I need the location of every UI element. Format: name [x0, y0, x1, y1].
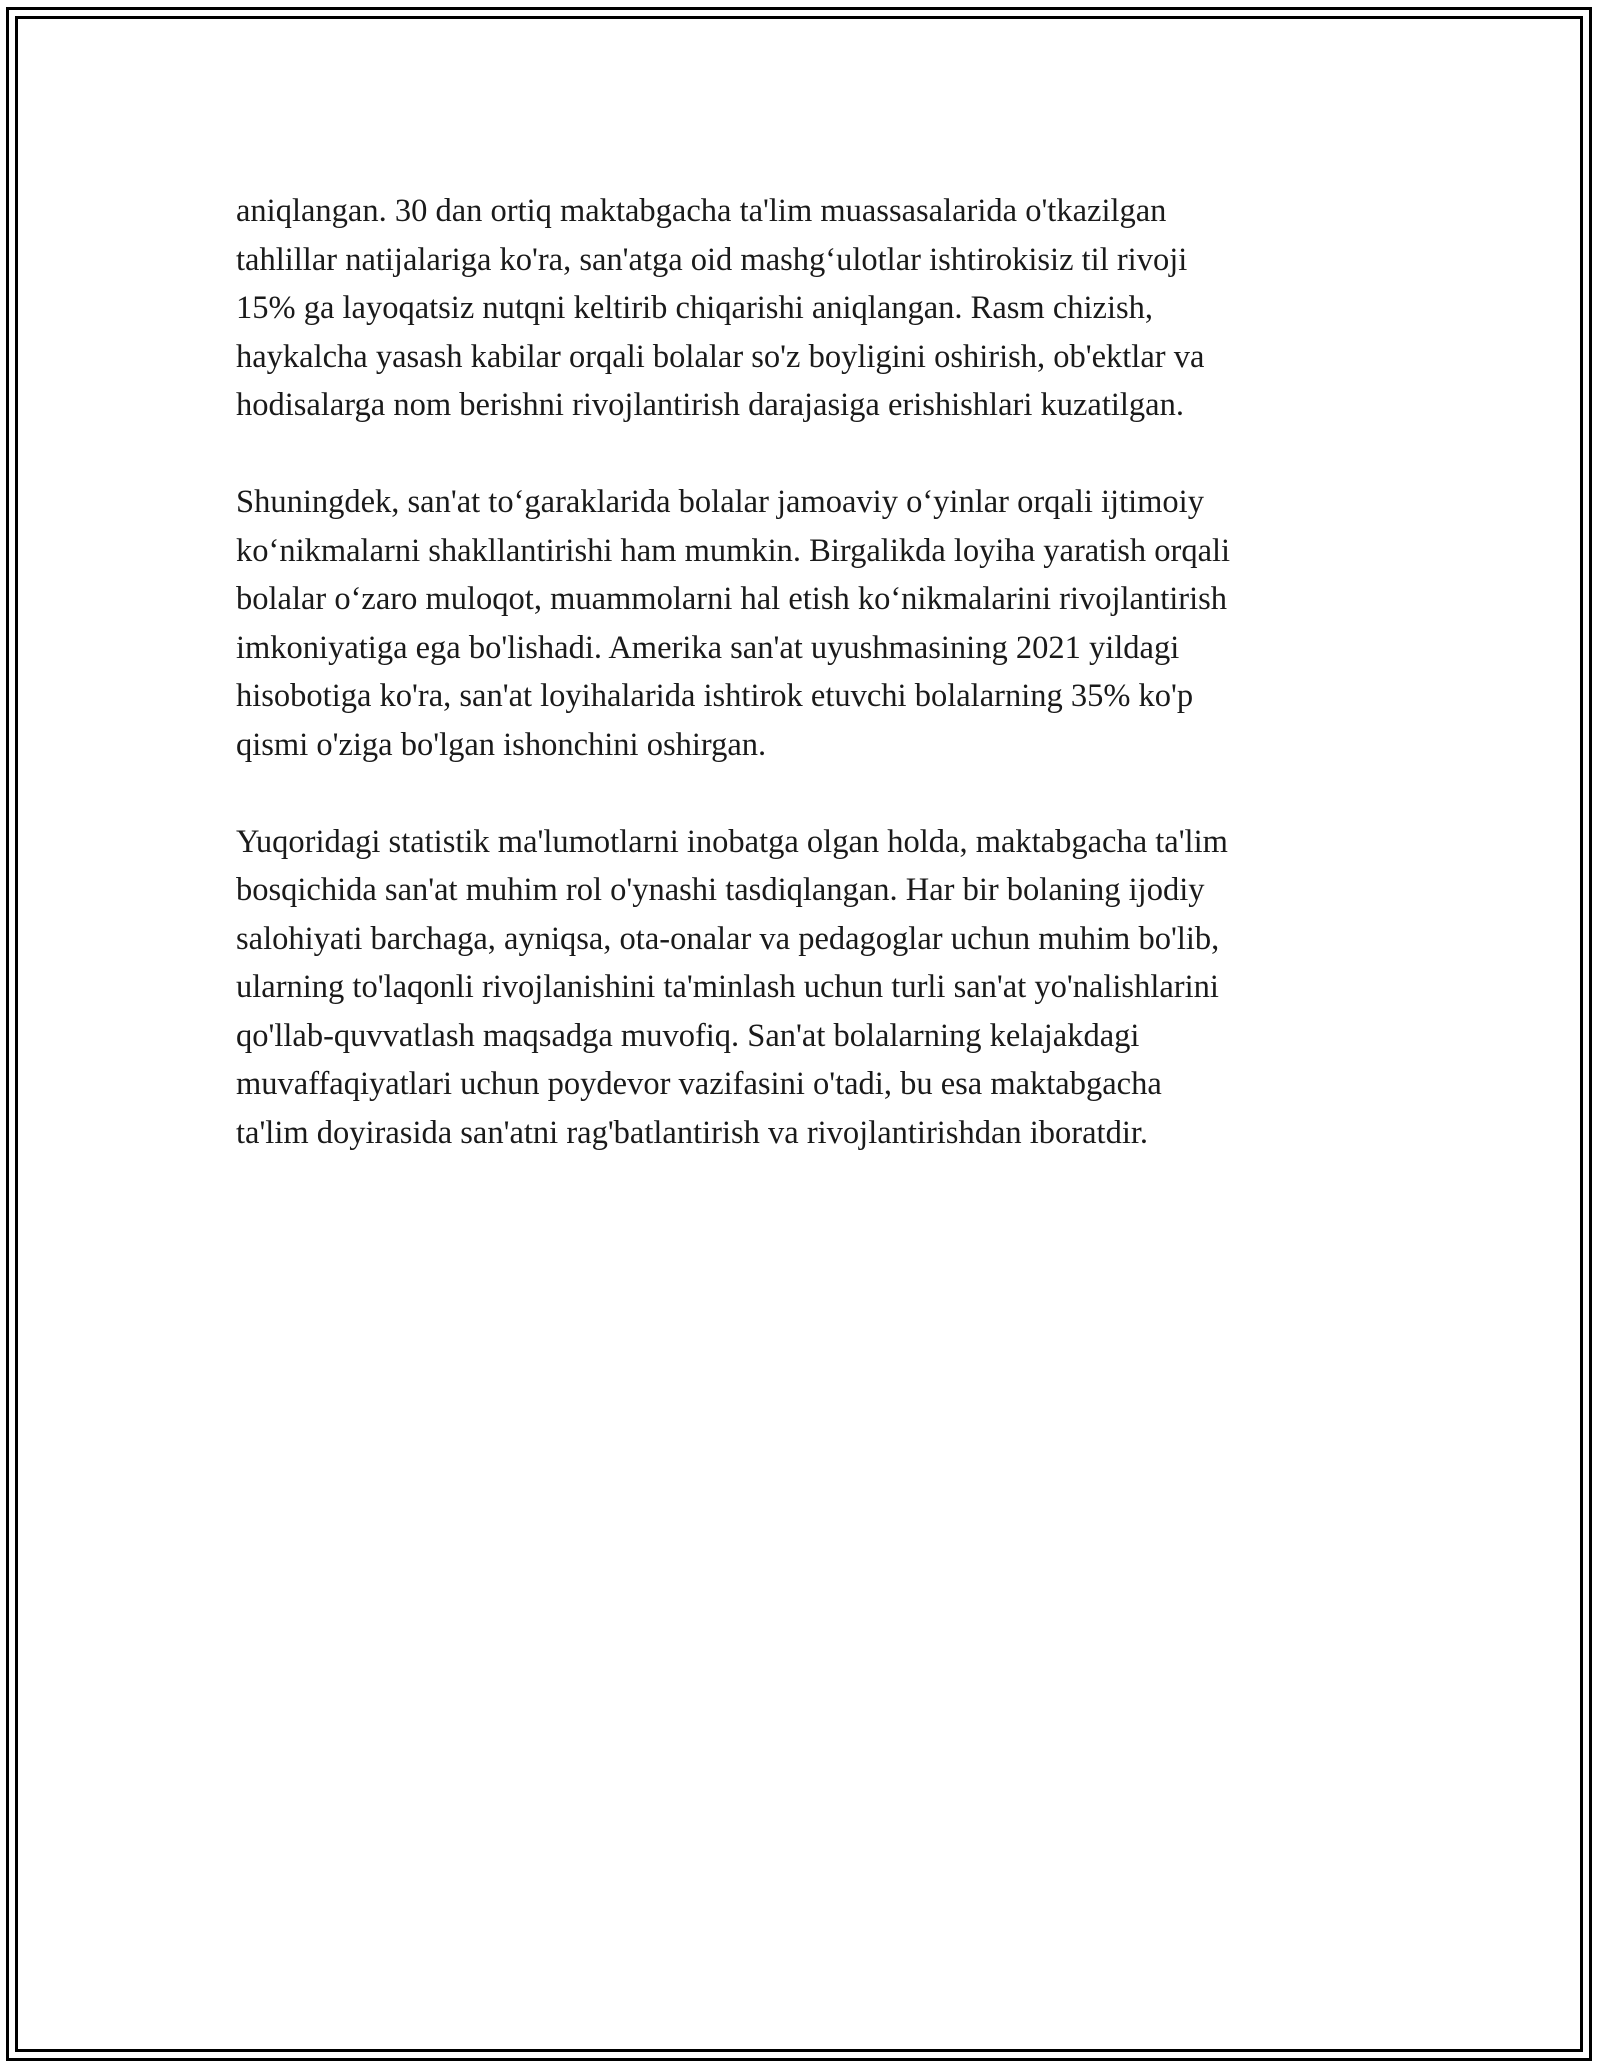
text-line: qo'llab-quvvatlash maqsadga muvofiq. San'at bolalarning kelajakdagi: [236, 1017, 1140, 1054]
text-line: salohiyati barchaga, ayniqsa, ota-onalar va pedagoglar uchun muhim bo'lib,: [236, 920, 1220, 957]
text-line: imkoniyatiga ega bo'lishadi. Amerika san'at uyushmasining 2021 yildagi: [236, 629, 1180, 666]
text-line: ta'lim doyirasida san'atni rag'batlantirish va rivojlantirishdan iboratdir.: [236, 1114, 1148, 1151]
text-line: qismi o'ziga bo'lgan ishonchini oshirgan.: [236, 726, 767, 763]
text-line: hodisalarga nom berishni rivojlantirish darajasiga erishishlari kuzatilgan.: [236, 387, 1184, 423]
text-line: ko‘nikmalarni shakllantirishi ham mumkin. Birgalikda loyiha yaratish orqali: [236, 532, 1231, 569]
text-line: Shuningdek, san'at to‘garaklarida bolalar jamoaviy o‘yinlar orqali ijtimoiy: [236, 484, 1204, 520]
document-body: [236, 187, 1396, 1206]
text-line: aniqlangan. 30 dan ortiq maktabgacha ta'lim muassasalarida o'tkazilgan: [236, 193, 1167, 229]
text-line: haykalcha yasash kabilar orqali bolalar so'z boyligini oshirish, ob'ektlar va: [236, 338, 1205, 375]
text-line: 15% ga layoqatsiz nutqni keltirib chiqarishi aniqlangan. Rasm chizish,: [236, 290, 1154, 326]
text-line: Yuqoridagi statistik ma'lumotlarni inobatga olgan holda, maktabgacha ta'lim: [236, 823, 1228, 860]
paragraph-2: [236, 478, 1396, 769]
paragraph-3: [236, 818, 1396, 1158]
text-line: bosqichida san'at muhim rol o'ynashi tasdiqlangan. Har bir bolaning ijodiy: [236, 872, 1205, 908]
paragraph-1: [236, 187, 1396, 430]
text-line: bolalar o‘zaro muloqot, muammolarni hal etish ko‘nikmalarini rivojlantirish: [236, 581, 1228, 617]
text-line: ularning to'laqonli rivojlanishini ta'minlash uchun turli san'at yo'nalishlarini: [236, 969, 1219, 1005]
text-line: tahlillar natijalariga ko'ra, san'atga oid mashg‘ulotlar ishtirokisiz til rivoji: [236, 241, 1188, 278]
text-line: hisobotiga ko'ra, san'at loyihalarida ishtirok etuvchi bolalarning 35% ko'p: [236, 678, 1194, 714]
text-line: muvaffaqiyatlari uchun poydevor vazifasini o'tadi, bu esa maktabgacha: [236, 1066, 1162, 1102]
